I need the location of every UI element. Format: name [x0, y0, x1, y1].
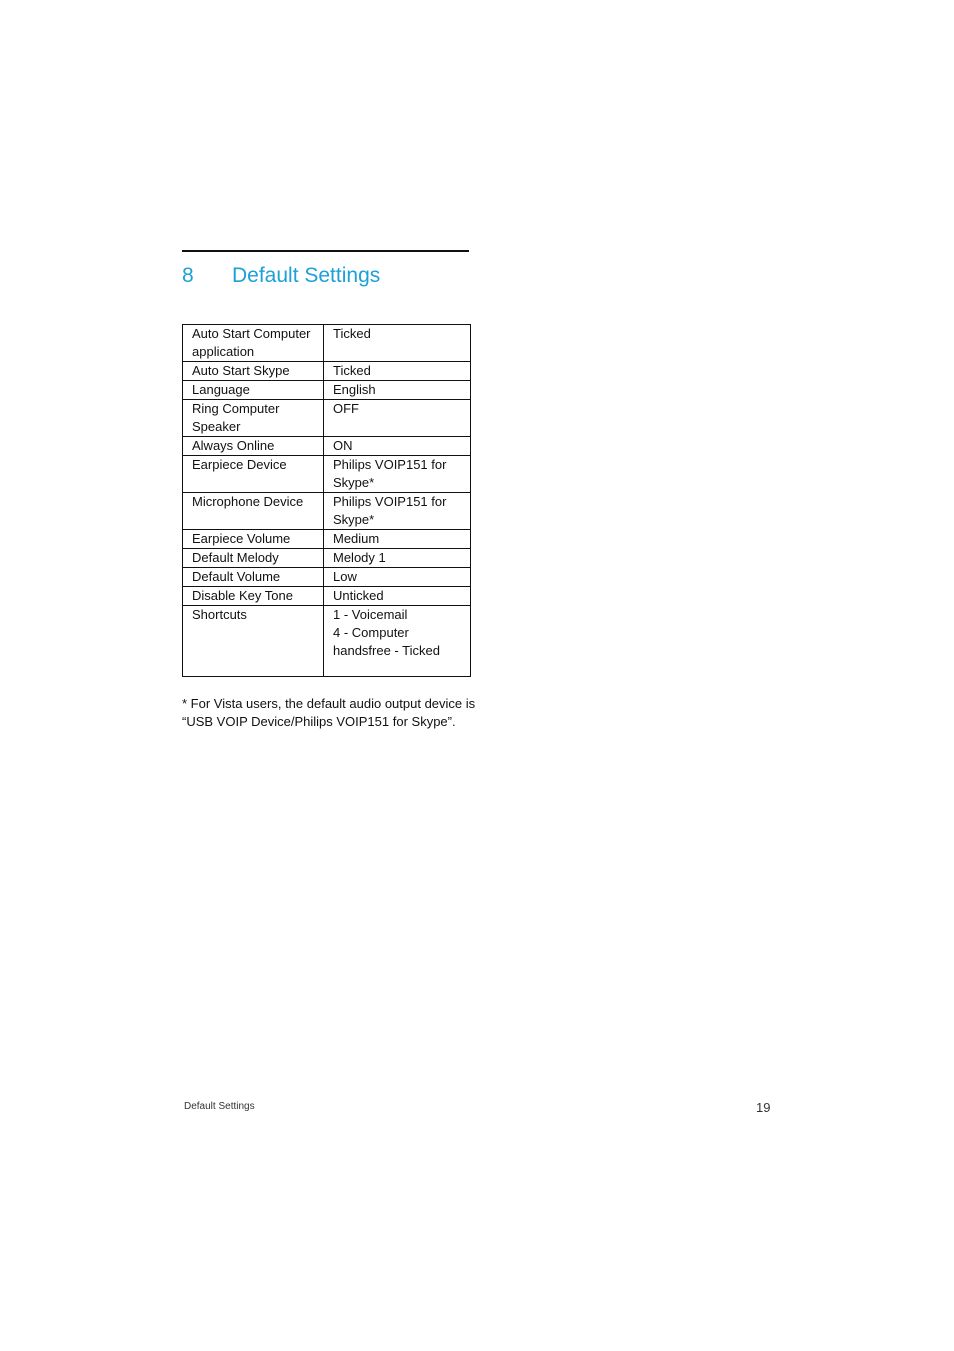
- setting-name-cell: Earpiece Device: [183, 456, 324, 493]
- shortcut-line: 1 - Voicemail: [333, 607, 408, 622]
- setting-name-cell: Shortcuts: [183, 606, 324, 677]
- table-row: [183, 530, 471, 549]
- table-row: [183, 493, 471, 530]
- default-settings-table: [182, 324, 471, 677]
- table-row: [183, 587, 471, 606]
- table-row: [183, 325, 471, 362]
- setting-name-cell: Language: [183, 381, 324, 400]
- setting-value-cell: Ticked: [324, 325, 471, 362]
- setting-value-cell: ON: [324, 437, 471, 456]
- shortcut-line: 4 - Computer handsfree - Ticked: [333, 625, 440, 658]
- setting-name-cell: Auto Start Computer application: [183, 325, 324, 362]
- setting-name-cell: Disable Key Tone: [183, 587, 324, 606]
- setting-value-cell: Philips VOIP151 for Skype*: [324, 456, 471, 493]
- setting-name-cell: Always Online: [183, 437, 324, 456]
- setting-value-cell: Unticked: [324, 587, 471, 606]
- table-row: [183, 606, 471, 677]
- setting-name-cell: Default Melody: [183, 549, 324, 568]
- table-row: [183, 437, 471, 456]
- setting-name-cell: Ring Computer Speaker: [183, 400, 324, 437]
- setting-value-cell: OFF: [324, 400, 471, 437]
- setting-name-cell: Earpiece Volume: [183, 530, 324, 549]
- page-number: 19: [756, 1100, 771, 1115]
- setting-value-cell: Melody 1: [324, 549, 471, 568]
- table-row: [183, 381, 471, 400]
- setting-value-cell: [324, 606, 471, 677]
- table-row: [183, 549, 471, 568]
- table-row: [183, 568, 471, 587]
- setting-name-cell: Auto Start Skype: [183, 362, 324, 381]
- setting-value-cell: Ticked: [324, 362, 471, 381]
- table-row: [183, 362, 471, 381]
- section-number: 8: [182, 264, 194, 287]
- table-row: [183, 456, 471, 493]
- setting-value-cell: Low: [324, 568, 471, 587]
- table-row: [183, 400, 471, 437]
- section-heading: [182, 262, 380, 292]
- setting-value-cell: English: [324, 381, 471, 400]
- footer-section-label: Default Settings: [184, 1101, 255, 1112]
- section-title: Default Settings: [232, 264, 381, 287]
- setting-value-cell: Philips VOIP151 for Skype*: [324, 493, 471, 530]
- setting-value-cell: Medium: [324, 530, 471, 549]
- footnote: * For Vista users, the default audio output device is “USB VOIP Device/Philips VOIP151 for Skype”.: [182, 696, 476, 729]
- setting-name-cell: Default Volume: [183, 568, 324, 587]
- section-top-rule: [182, 250, 469, 252]
- setting-name-cell: Microphone Device: [183, 493, 324, 530]
